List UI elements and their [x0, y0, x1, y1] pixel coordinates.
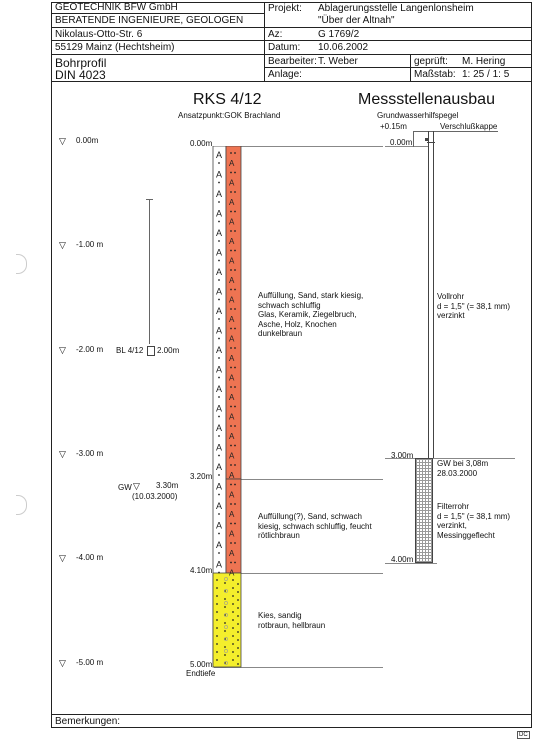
depth-marker-icon: ▽ — [59, 240, 66, 250]
pattern-symbol: A — [216, 150, 223, 160]
pattern-dot — [234, 445, 236, 447]
pattern-dot — [218, 240, 220, 242]
gw-header: Grundwasserhilfspegel — [377, 111, 459, 120]
depth-marker-icon: ▽ — [59, 345, 66, 355]
pattern-dot — [230, 406, 232, 408]
pattern-dot — [237, 615, 239, 617]
pattern-dot — [230, 191, 232, 193]
geprueft-label: geprüft: — [414, 56, 448, 67]
pattern-symbol: A — [229, 295, 235, 305]
gw-note: GW bei 3,08m 28.03.2000 — [437, 459, 489, 478]
pattern-dot — [216, 627, 218, 629]
doc-title: Bohrprofil — [55, 56, 107, 70]
pattern-dot — [216, 659, 218, 661]
pattern-symbol: A — [229, 393, 235, 402]
pattern-dot — [237, 639, 239, 641]
anlage-label: Anlage: — [268, 69, 302, 80]
depth-label-1: -1.00 m — [76, 240, 104, 249]
pattern-dot — [234, 269, 236, 271]
depth-marker-icon: ▽ — [59, 136, 66, 146]
pattern-dot — [234, 503, 236, 505]
company-name: GEOTECHNIK BFW GmbH — [55, 2, 178, 13]
pattern-dot — [218, 474, 220, 476]
pattern-symbol: A — [229, 237, 235, 246]
profile-subtitle: Ansatzpunkt:GOK Brachland — [178, 111, 281, 120]
pattern-symbol: A — [216, 423, 223, 433]
layer-3-description: Kies, sandig rotbraun, hellbraun — [258, 611, 326, 630]
projekt-label: Projekt: — [268, 3, 302, 14]
pattern-symbol: A — [229, 412, 235, 422]
profile-column — [212, 146, 242, 668]
layer-1-fill — [226, 146, 241, 479]
depth-label-2: -2.00 m — [76, 345, 104, 354]
pattern-dot — [218, 279, 220, 281]
pattern-dot — [218, 182, 220, 184]
pattern-dot — [232, 643, 234, 645]
pattern-dot — [218, 357, 220, 359]
pattern-symbol: A — [216, 540, 223, 550]
pattern-symbol: A — [229, 334, 235, 344]
pattern-symbol: A — [229, 471, 235, 480]
pattern-dot — [216, 635, 218, 637]
pattern-symbol: A — [216, 325, 223, 336]
gw-date: (10.03.2000) — [132, 492, 178, 501]
pattern-dot — [232, 603, 234, 605]
pattern-dot — [234, 425, 236, 427]
pattern-symbol: A — [216, 228, 223, 238]
pattern-dot — [234, 308, 236, 310]
pattern-symbol: A — [216, 306, 223, 316]
pattern-dot — [216, 611, 218, 613]
pattern-dot — [237, 623, 239, 625]
layer-1-description: Auffüllung, Sand, stark kiesig, schwach schluffig Glas, Keramik, Ziegelbruch, Asche, Holz, Knochen dunkelbraun — [258, 291, 364, 338]
pattern-dot — [230, 152, 232, 154]
pattern-symbol: A — [229, 510, 235, 519]
company-subtitle: BERATENDE INGENIEURE, GEOLOGEN — [55, 15, 244, 26]
pattern-dot — [216, 603, 218, 605]
pattern-dot — [218, 260, 220, 262]
depth-label-4: -4.00 m — [76, 553, 104, 562]
pattern-dot — [232, 579, 234, 581]
projekt-value-2: "Über der Altnah" — [318, 15, 395, 26]
bearbeiter-label: Bearbeiter: — [268, 56, 317, 67]
gw-label: GW — [118, 483, 132, 492]
pattern-symbol: A — [229, 451, 235, 461]
layer-depth-2: 4.10m — [190, 566, 213, 575]
top-level: +0.15m — [380, 122, 407, 131]
pattern-dot — [230, 542, 232, 544]
company-street: Nikolaus-Otto-Str. 6 — [55, 29, 143, 40]
depth-marker-icon: ▽ — [59, 553, 66, 563]
pattern-dot — [230, 523, 232, 525]
pattern-symbol: A — [229, 198, 235, 207]
pattern-dot — [224, 654, 226, 656]
pattern-symbol: A — [216, 247, 223, 258]
pattern-dot — [230, 445, 232, 447]
pattern-dot — [234, 172, 236, 174]
pattern-dot — [218, 162, 220, 164]
pattern-dot — [234, 464, 236, 466]
pattern-dot — [230, 562, 232, 564]
pattern-dot — [232, 635, 234, 637]
projekt-value-1: Ablagerungsstelle Langenlonsheim — [318, 3, 474, 14]
pattern-symbol: A — [229, 373, 235, 383]
pattern-dot — [230, 425, 232, 427]
well-depth-2: 4.00m — [391, 555, 414, 564]
pattern-symbol: A — [216, 364, 223, 375]
pattern-dot — [232, 611, 234, 613]
massstab-label: Maßstab: — [414, 69, 456, 80]
depth-label-0: 0.00m — [76, 136, 99, 145]
sample-depth: 2.00m — [157, 346, 180, 355]
pattern-symbol: A — [216, 481, 223, 492]
pattern-dot — [218, 396, 220, 398]
pattern-dot — [216, 579, 218, 581]
pattern-symbol: A — [229, 256, 235, 266]
pattern-symbol: A — [216, 267, 223, 277]
pattern-dot — [230, 367, 232, 369]
groundwater-icon: ▽ — [133, 481, 140, 491]
pattern-dot — [218, 494, 220, 496]
gw-depth: 3.30m — [156, 481, 179, 490]
geprueft-value: M. Hering — [462, 56, 506, 67]
vollrohr-label: Vollrohr d = 1,5" (= 38,1 mm) verzinkt — [437, 292, 511, 320]
pattern-dot — [232, 651, 234, 653]
pattern-dot — [230, 484, 232, 486]
layer-depth-0: 0.00m — [190, 139, 213, 148]
pattern-dot — [234, 386, 236, 388]
pattern-dot — [216, 651, 218, 653]
pattern-dot — [230, 347, 232, 349]
pattern-dot — [218, 552, 220, 554]
layer-depth-3: 5.00m — [190, 660, 213, 669]
pattern-dot — [216, 643, 218, 645]
pattern-dot — [218, 201, 220, 203]
pattern-dot — [232, 619, 234, 621]
pattern-dot — [230, 211, 232, 213]
punch-hole — [16, 254, 27, 274]
pattern-symbol: A — [229, 354, 235, 363]
stamp: DC — [519, 732, 528, 738]
pattern-dot — [234, 152, 236, 154]
pattern-symbol: A — [229, 568, 235, 578]
pattern-dot — [234, 230, 236, 232]
pattern-dot — [237, 607, 239, 609]
pattern-symbol: A — [229, 178, 235, 188]
pattern-dot — [232, 659, 234, 661]
pattern-dot — [218, 299, 220, 301]
pattern-dot — [230, 386, 232, 388]
pattern-dot — [237, 631, 239, 633]
punch-hole — [16, 495, 27, 515]
pattern-dot — [234, 562, 236, 564]
profile-title: RKS 4/12 — [193, 91, 262, 108]
pattern-symbol: A — [229, 529, 235, 539]
pattern-symbol: A — [229, 159, 235, 168]
remarks-label: Bemerkungen: — [55, 716, 121, 727]
pattern-dot — [230, 230, 232, 232]
pattern-dot — [224, 582, 226, 584]
pattern-dot — [218, 572, 220, 574]
pattern-dot — [234, 406, 236, 408]
pattern-dot — [216, 595, 218, 597]
bearbeiter-value: T. Weber — [318, 56, 358, 67]
pattern-dot — [234, 328, 236, 330]
pattern-symbol: A — [216, 189, 223, 199]
sample-label: BL 4/12 — [116, 346, 144, 355]
pattern-dot — [224, 622, 226, 624]
well-title: Messstellenausbau — [358, 91, 495, 108]
datum-label: Datum: — [268, 42, 301, 53]
depth-label-3: -3.00 m — [76, 449, 104, 458]
pattern-symbol: A — [216, 520, 223, 531]
pattern-symbol: A — [229, 490, 235, 500]
pattern-symbol: A — [216, 501, 223, 511]
pattern-dot — [232, 627, 234, 629]
pattern-dot — [218, 533, 220, 535]
datum-value: 10.06.2002 — [318, 42, 369, 53]
depth-marker-icon: ▽ — [59, 658, 66, 668]
massstab-value: 1: 25 / 1: 5 — [462, 69, 510, 80]
pattern-dot — [218, 513, 220, 515]
pattern-dot — [234, 347, 236, 349]
pattern-symbol: A — [216, 286, 223, 297]
pattern-dot — [232, 595, 234, 597]
pattern-symbol: A — [216, 403, 223, 414]
pattern-symbol: A — [229, 276, 235, 285]
pattern-dot — [237, 583, 239, 585]
depth-label-5: -5.00 m — [76, 658, 104, 667]
pattern-dot — [230, 269, 232, 271]
az-label: Az: — [268, 29, 283, 40]
layer-depth-1: 3.20m — [190, 472, 213, 481]
pattern-dot — [230, 464, 232, 466]
filterrohr-label: Filterrohr d = 1,5" (= 38,1 mm) verzinkt, Messinggeflecht — [437, 502, 511, 540]
pattern-symbol: A — [216, 345, 223, 355]
az-value: G 1769/2 — [318, 29, 360, 40]
pattern-dot — [218, 221, 220, 223]
endtiefe-label: Endtiefe — [186, 669, 216, 678]
company-city: 55129 Mainz (Hechtsheim) — [55, 42, 175, 53]
pattern-dot — [237, 599, 239, 601]
pattern-dot — [237, 647, 239, 649]
depth-marker-icon: ▽ — [59, 449, 66, 459]
pattern-dot — [230, 289, 232, 291]
pattern-dot — [218, 455, 220, 457]
pattern-dot — [224, 606, 226, 608]
pattern-dot — [230, 172, 232, 174]
pattern-dot — [234, 367, 236, 369]
pattern-dot — [218, 377, 220, 379]
pattern-dot — [230, 503, 232, 505]
pattern-symbol: A — [216, 462, 223, 472]
pattern-symbol: A — [229, 432, 235, 441]
pattern-dot — [234, 542, 236, 544]
pattern-dot — [230, 328, 232, 330]
layer-2-description: Auffüllung(?), Sand, schwach kiesig, schwach schluffig, feucht rötlichbraun — [258, 512, 372, 540]
sample-box — [147, 346, 155, 356]
sample-bracket — [149, 199, 150, 344]
pattern-dot — [230, 250, 232, 252]
pattern-symbol: A — [216, 384, 223, 394]
pattern-dot — [234, 523, 236, 525]
well-depth-0: 0.00m — [390, 138, 413, 147]
pattern-symbol: A — [216, 169, 223, 180]
pattern-dot — [216, 619, 218, 621]
pattern-dot — [234, 289, 236, 291]
pattern-dot — [234, 191, 236, 193]
pattern-symbol: A — [229, 549, 235, 558]
well-depth-1: 3.00m — [391, 451, 414, 460]
pattern-dot — [234, 484, 236, 486]
pattern-dot — [216, 587, 218, 589]
pattern-dot — [232, 587, 234, 589]
pattern-dot — [224, 598, 226, 600]
pattern-dot — [237, 655, 239, 657]
pattern-dot — [218, 338, 220, 340]
pattern-dot — [224, 646, 226, 648]
pattern-dot — [218, 435, 220, 437]
pattern-dot — [218, 416, 220, 418]
pattern-symbol: A — [229, 217, 235, 227]
pattern-symbol: A — [216, 442, 223, 453]
pattern-symbol: A — [229, 315, 235, 324]
cap-label: Verschlußkappe — [440, 122, 498, 131]
pattern-dot — [234, 211, 236, 213]
pattern-dot — [237, 663, 239, 665]
pattern-dot — [234, 250, 236, 252]
pattern-dot — [237, 591, 239, 593]
doc-standard: DIN 4023 — [55, 68, 106, 82]
pattern-dot — [230, 308, 232, 310]
pattern-dot — [224, 630, 226, 632]
pattern-dot — [218, 318, 220, 320]
pattern-symbol: A — [216, 559, 223, 570]
pattern-symbol: A — [216, 208, 223, 219]
filter-pipe — [415, 458, 433, 563]
